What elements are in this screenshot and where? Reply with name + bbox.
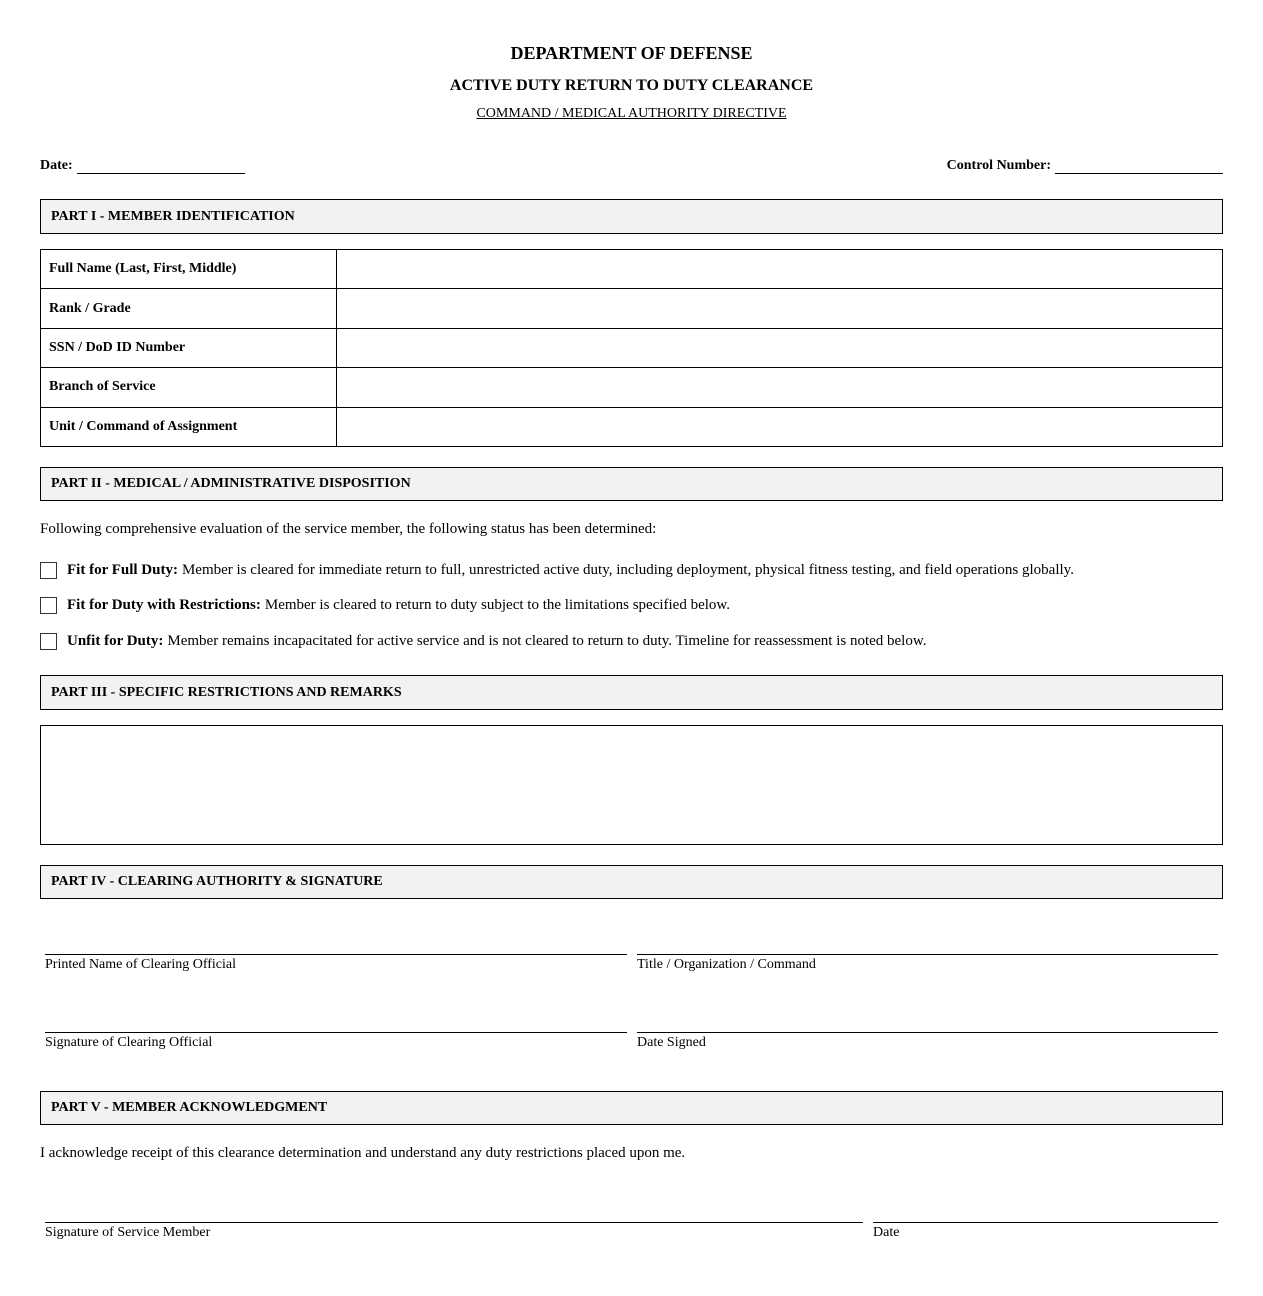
option-fit-with-restrictions xyxy=(40,597,1223,614)
member-date-line[interactable] xyxy=(873,1222,1218,1223)
unfit-for-duty-label: Unfit for Duty: xyxy=(67,633,164,649)
official-signature-line[interactable] xyxy=(45,1032,627,1033)
full-name-label: Full Name (Last, First, Middle) xyxy=(41,250,337,289)
part5-header xyxy=(40,1091,1223,1125)
part2-header xyxy=(40,467,1223,501)
date-signed-line[interactable] xyxy=(637,1032,1218,1033)
control-number-group xyxy=(947,158,1223,174)
table-row xyxy=(41,328,1223,367)
part3-title: PART III - SPECIFIC RESTRICTIONS AND REMARKS xyxy=(51,684,402,700)
part2-title: PART II - MEDICAL / ADMINISTRATIVE DISPOSITION xyxy=(51,476,411,491)
printed-name-line[interactable] xyxy=(45,954,627,955)
meta-row xyxy=(40,158,1223,178)
part4-header xyxy=(40,865,1223,899)
fit-with-restrictions-text: Member is cleared to return to duty subject to the limitations specified below. xyxy=(264,597,731,613)
date-signed-caption: Date Signed xyxy=(637,1035,706,1050)
member-signature-caption: Signature of Service Member xyxy=(45,1225,211,1240)
fit-full-duty-text: Member is cleared for immediate return to full, unrestricted active duty, including deployment, physical fitness testing, and field operations globally. xyxy=(181,562,1074,578)
fit-with-restrictions-checkbox[interactable] xyxy=(40,597,57,614)
fit-with-restrictions-label: Fit for Duty with Restrictions: xyxy=(67,597,261,613)
part2-intro: Following comprehensive evaluation of the service member, the following status has been determined: xyxy=(40,521,657,537)
table-row xyxy=(41,407,1223,446)
unit-command-label: Unit / Command of Assignment xyxy=(41,407,337,446)
control-number-label: Control Number: xyxy=(946,158,1051,173)
printed-name-caption: Printed Name of Clearing Official xyxy=(45,957,237,972)
option-unfit-for-duty xyxy=(40,633,1223,650)
form-subtitle: ACTIVE DUTY RETURN TO DUTY CLEARANCE xyxy=(449,77,814,94)
rank-grade-label: Rank / Grade xyxy=(41,289,337,328)
control-number-field[interactable] xyxy=(1055,158,1223,174)
fit-full-duty-checkbox[interactable] xyxy=(40,562,57,579)
remarks-field[interactable] xyxy=(40,725,1223,845)
acknowledgment-statement: I acknowledge receipt of this clearance determination and understand any duty restrictions placed upon me. xyxy=(40,1145,686,1161)
title-org-block xyxy=(637,954,1218,973)
table-row xyxy=(41,289,1223,328)
title-org-line[interactable] xyxy=(637,954,1218,955)
date-signed-block xyxy=(637,1032,1218,1051)
part5-title: PART V - MEMBER ACKNOWLEDGMENT xyxy=(51,1100,328,1115)
official-signature-caption: Signature of Clearing Official xyxy=(45,1035,213,1050)
table-row xyxy=(41,368,1223,407)
branch-of-service-field[interactable] xyxy=(337,368,1223,407)
part4-title: PART IV - CLEARING AUTHORITY & SIGNATURE xyxy=(51,874,383,889)
branch-of-service-label: Branch of Service xyxy=(41,368,337,407)
part1-header xyxy=(40,199,1223,234)
member-date-caption: Date xyxy=(873,1225,900,1240)
part1-title: PART I - MEMBER IDENTIFICATION xyxy=(51,208,295,224)
part3-header xyxy=(40,675,1223,710)
member-date-block xyxy=(873,1222,1218,1241)
date-group xyxy=(40,158,245,174)
printed-name-block xyxy=(45,954,627,973)
full-name-field[interactable] xyxy=(337,250,1223,289)
table-row xyxy=(41,250,1223,289)
rank-grade-field[interactable] xyxy=(337,289,1223,328)
ssn-dod-id-label: SSN / DoD ID Number xyxy=(41,328,337,367)
unfit-for-duty-text: Member remains incapacitated for active service and is not cleared to return to duty. Timeline for reassessment is noted below. xyxy=(167,633,927,649)
unfit-for-duty-checkbox[interactable] xyxy=(40,633,57,650)
date-field[interactable] xyxy=(77,158,245,174)
ssn-dod-id-field[interactable] xyxy=(337,328,1223,367)
option-fit-full-duty xyxy=(40,562,1223,579)
member-signature-block xyxy=(45,1222,863,1241)
member-signature-line[interactable] xyxy=(45,1222,863,1223)
form-directive: COMMAND / MEDICAL AUTHORITY DIRECTIVE xyxy=(476,106,787,121)
date-label: Date: xyxy=(40,158,73,173)
form-title: DEPARTMENT OF DEFENSE xyxy=(510,43,753,63)
official-signature-block xyxy=(45,1032,627,1051)
title-org-caption: Title / Organization / Command xyxy=(637,957,816,972)
fit-full-duty-label: Fit for Full Duty: xyxy=(67,562,178,578)
member-identification-table xyxy=(40,249,1223,447)
unit-command-field[interactable] xyxy=(337,407,1223,446)
